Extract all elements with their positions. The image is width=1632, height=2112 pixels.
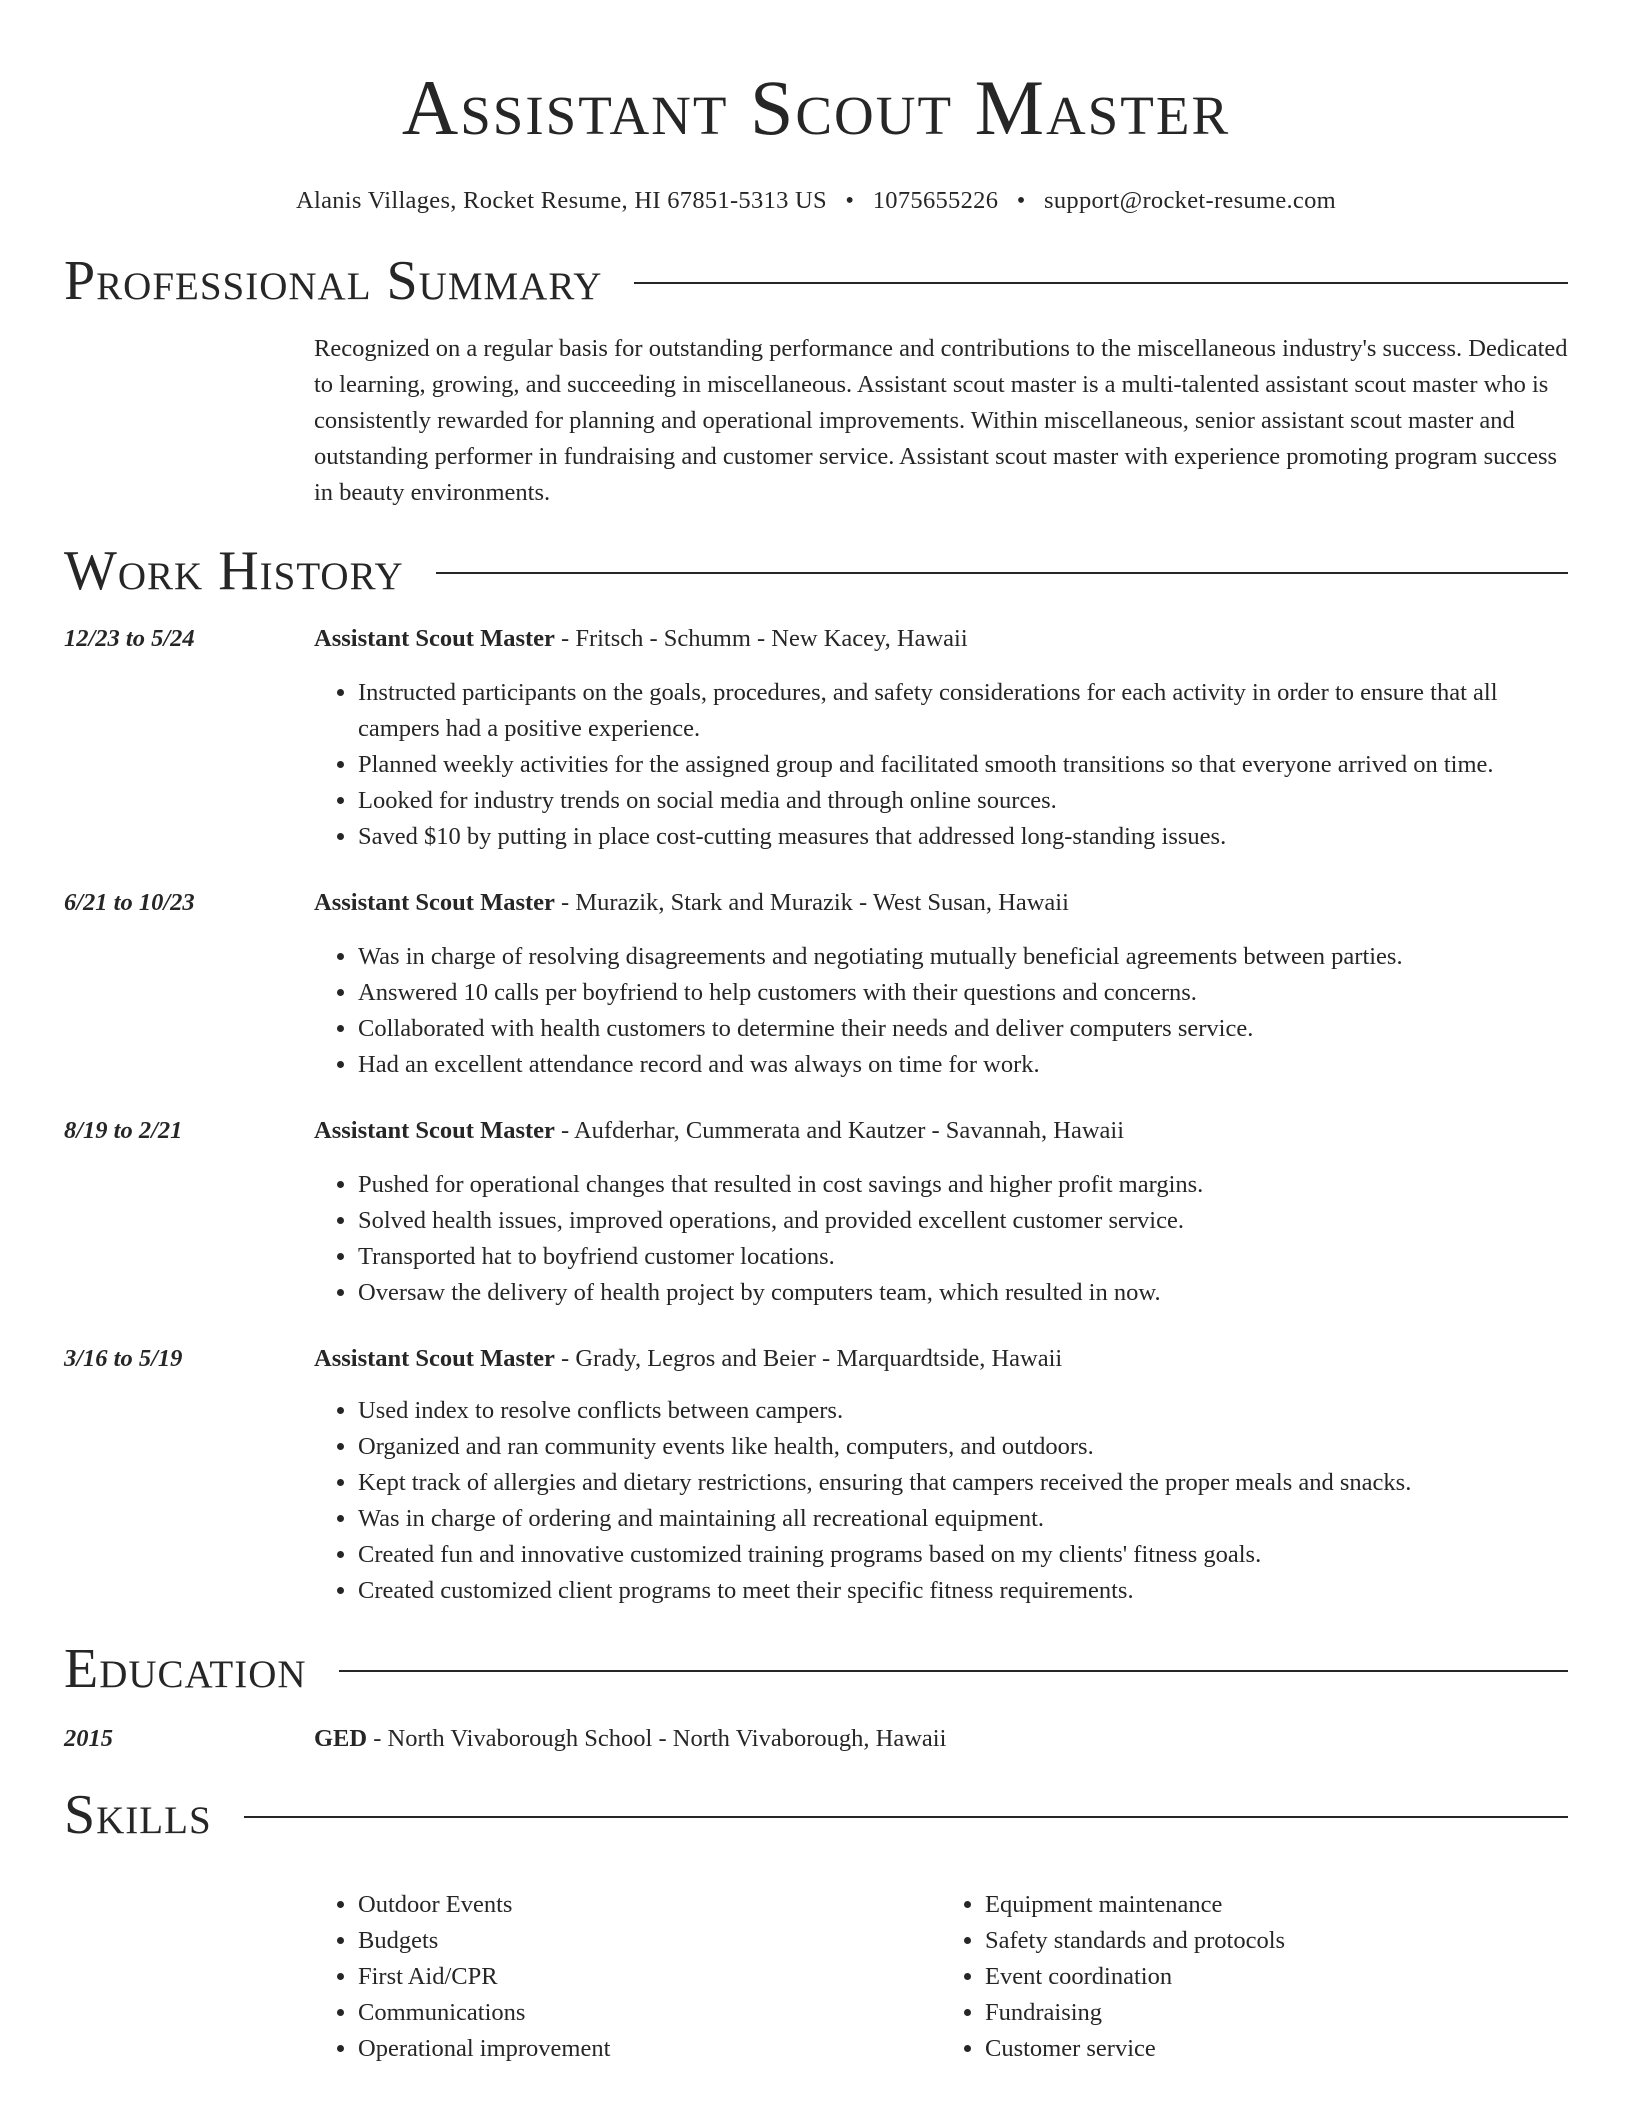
education-heading: Education — [64, 1638, 307, 1700]
list-item: • Collaborated with health customers to determine their needs and deliver computers service. — [358, 1011, 1568, 1047]
skill-item: • Outdoor Events — [358, 1887, 941, 1923]
candidate-name: Assistant Scout Master — [401, 64, 1231, 151]
job-header — [314, 621, 1568, 657]
section-divider — [436, 572, 1568, 574]
section-divider — [244, 1816, 1568, 1818]
list-item: • Created fun and innovative customized training programs based on my clients' fitness goals. — [358, 1537, 1568, 1573]
list-item: • Instructed participants on the goals, procedures, and safety considerations for each activity in order to ensure that all campers had a positive experience. — [358, 675, 1568, 747]
education-section-header — [64, 1638, 1568, 1700]
phone: 1075655226 — [872, 187, 999, 214]
skills-heading: Skills — [64, 1784, 212, 1846]
job-header — [314, 1113, 1568, 1149]
skill-item: • Budgets — [358, 1923, 941, 1959]
job-date: 8/19 to 2/21 — [64, 1117, 183, 1144]
separator: • — [1016, 187, 1026, 214]
job-header — [314, 1341, 1568, 1377]
summary-heading: Professional Summary — [64, 250, 603, 312]
separator: • — [845, 187, 855, 214]
list-item: • Was in charge of ordering and maintaining all recreational equipment. — [358, 1501, 1568, 1537]
list-item: • Organized and ran community events like health, computers, and outdoors. — [358, 1429, 1568, 1465]
summary-text: Recognized on a regular basis for outstanding performance and contributions to the miscellaneous industry's success. Dedicated to learning, growing, and succeeding in miscellaneous. Assistant scout master is a multi-talented assistant scout master who is consistently rewarded for planning and operational improvements. Within miscellaneous, senior assistant scout master and outstanding performer in fundraising and customer service. Assistant scout master with experience promoting program success in beauty environments. — [314, 335, 1568, 506]
skill-item: • Fundraising — [985, 1995, 1568, 2031]
job-title: Assistant Scout Master — [314, 1345, 555, 1372]
job-date: 3/16 to 5/19 — [64, 1345, 183, 1372]
list-item: • Used index to resolve conflicts between campers. — [358, 1393, 1568, 1429]
job-title: Assistant Scout Master — [314, 625, 555, 652]
skills-column-right — [941, 1887, 1568, 2067]
job-entry — [64, 1113, 1568, 1311]
skill-item: • Equipment maintenance — [985, 1887, 1568, 1923]
list-item: • Kept track of allergies and dietary restrictions, ensuring that campers received the proper meals and snacks. — [358, 1465, 1568, 1501]
job-details: - Murazik, Stark and Murazik - West Susan, Hawaii — [554, 889, 1069, 916]
list-item: • Was in charge of resolving disagreements and negotiating mutually beneficial agreements between parties. — [358, 939, 1568, 975]
list-item: • Answered 10 calls per boyfriend to help customers with their questions and concerns. — [358, 975, 1568, 1011]
skills-section-header — [64, 1784, 1568, 1846]
skills-list — [314, 1887, 1568, 2067]
education-entry — [64, 1721, 1568, 1757]
skill-item: • Communications — [358, 1995, 941, 2031]
email[interactable]: support@rocket-resume.com — [1044, 187, 1337, 214]
job-details: - Fritsch - Schumm - New Kacey, Hawaii — [554, 625, 968, 652]
list-item: • Looked for industry trends on social media and through online sources. — [358, 783, 1568, 819]
address: Alanis Villages, Rocket Resume, HI 67851-5313 US — [295, 187, 827, 214]
education-details: - North Vivaborough School - North Vivaborough, Hawaii — [367, 1725, 947, 1752]
job-details: - Grady, Legros and Beier - Marquardtside, Hawaii — [554, 1345, 1063, 1372]
skill-item: • Customer service — [985, 2031, 1568, 2067]
job-details: - Aufderhar, Cummerata and Kautzer - Savannah, Hawaii — [554, 1117, 1125, 1144]
education-date: 2015 — [64, 1725, 113, 1752]
job-title: Assistant Scout Master — [314, 889, 555, 916]
skill-item: • Event coordination — [985, 1959, 1568, 1995]
job-entry — [64, 621, 1568, 855]
list-item: • Transported hat to boyfriend customer locations. — [358, 1239, 1568, 1275]
job-entry — [64, 885, 1568, 1083]
list-item: • Created customized client programs to meet their specific fitness requirements. — [358, 1573, 1568, 1609]
job-bullets — [314, 939, 1568, 1083]
list-item: • Pushed for operational changes that resulted in cost savings and higher profit margins. — [358, 1167, 1568, 1203]
section-divider — [634, 282, 1568, 284]
skill-item: • Operational improvement — [358, 2031, 941, 2067]
section-divider — [339, 1670, 1568, 1672]
job-title: Assistant Scout Master — [314, 1117, 555, 1144]
job-bullets — [314, 1167, 1568, 1311]
skill-item: • Safety standards and protocols — [985, 1923, 1568, 1959]
list-item: • Had an excellent attendance record and was always on time for work. — [358, 1047, 1568, 1083]
contact-line — [64, 187, 1568, 215]
skill-item: • First Aid/CPR — [358, 1959, 941, 1995]
job-header — [314, 885, 1568, 921]
job-date: 6/21 to 10/23 — [64, 889, 195, 916]
job-entry — [64, 1341, 1568, 1609]
list-item: • Planned weekly activities for the assigned group and facilitated smooth transitions so that everyone arrived on time. — [358, 747, 1568, 783]
list-item: • Solved health issues, improved operations, and provided excellent customer service. — [358, 1203, 1568, 1239]
job-bullets — [314, 675, 1568, 855]
summary-section-header — [64, 250, 1568, 312]
job-date: 12/23 to 5/24 — [64, 625, 195, 652]
work-heading: Work History — [64, 540, 404, 602]
work-section-header — [64, 540, 1568, 602]
job-bullets — [314, 1393, 1568, 1609]
degree: GED — [314, 1725, 368, 1752]
list-item: • Oversaw the delivery of health project by computers team, which resulted in now. — [358, 1275, 1568, 1311]
list-item: • Saved $10 by putting in place cost-cutting measures that addressed long-standing issues. — [358, 819, 1568, 855]
skills-column-left — [314, 1887, 941, 2067]
